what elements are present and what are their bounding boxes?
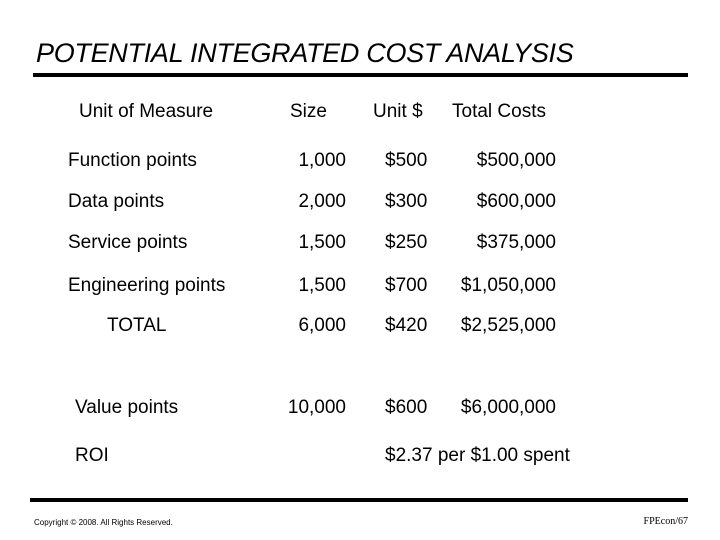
row-size: 1,000 [298, 150, 346, 171]
footer-divider [30, 498, 688, 502]
row-total: $375,000 [476, 232, 556, 253]
header-total-costs: Total Costs [452, 101, 546, 122]
row-size: 2,000 [298, 191, 346, 212]
row-unit-price: $500 [385, 150, 428, 171]
row-size: 1,500 [298, 275, 346, 296]
slide-title: POTENTIAL INTEGRATED COST ANALYSIS [36, 38, 574, 68]
row-total: $600,000 [476, 191, 556, 212]
total-size: 6,000 [298, 315, 346, 336]
total-label: TOTAL [107, 315, 167, 336]
row-label: Engineering points [68, 275, 226, 296]
row-size: 1,500 [298, 232, 346, 253]
row-unit-price: $300 [385, 191, 428, 212]
row-label: Data points [68, 191, 165, 212]
header-unit-of-measure: Unit of Measure [79, 101, 214, 122]
page-reference: FPEcon/67 [643, 516, 688, 527]
row-label: Service points [68, 232, 188, 253]
row-label: Function points [68, 150, 197, 171]
roi-label: ROI [75, 445, 109, 466]
roi-value: $2.37 per $1.00 spent [385, 445, 570, 466]
header-unit-price: Unit $ [373, 101, 423, 122]
header-size: Size [290, 101, 327, 122]
total-unit-price: $420 [385, 315, 428, 336]
row-unit-price: $700 [385, 275, 428, 296]
value-points-label: Value points [75, 397, 179, 418]
value-points-unit-price: $600 [385, 397, 428, 418]
row-total: $1,050,000 [460, 275, 556, 296]
total-cost: $2,525,000 [460, 315, 556, 336]
value-points-size: 10,000 [287, 397, 346, 418]
row-total: $500,000 [476, 150, 556, 171]
title-divider [33, 73, 688, 77]
copyright-notice: Copyright © 2008. All Rights Reserved. [34, 518, 173, 527]
value-points-total: $6,000,000 [460, 397, 556, 418]
row-unit-price: $250 [385, 232, 428, 253]
